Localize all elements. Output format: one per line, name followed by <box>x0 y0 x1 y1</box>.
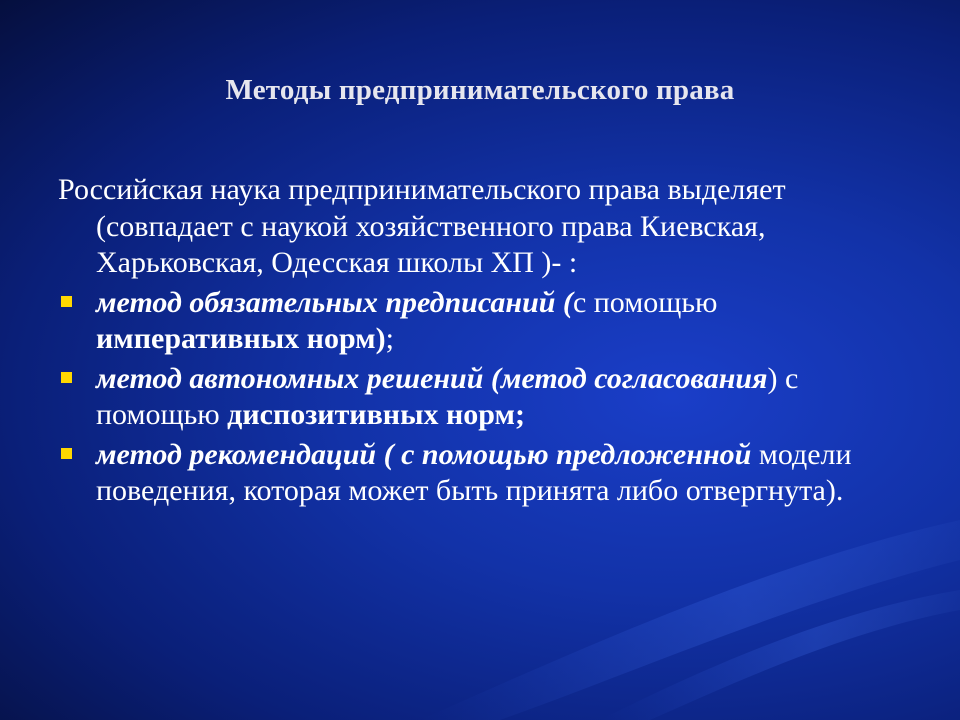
slide-body <box>58 172 918 510</box>
item-punct: ; <box>385 322 394 355</box>
bullet-icon <box>61 296 72 307</box>
item-punct: ; <box>514 398 525 431</box>
method-desc: с помощью <box>572 285 718 319</box>
list-item-text <box>96 437 918 510</box>
method-name: метод рекомендаций ( с помощью предложенной <box>96 437 752 471</box>
list-item-recommendation-method <box>58 437 918 510</box>
method-name: метод автономных решений (метод согласования <box>96 361 768 395</box>
norm-type: диспозитивных норм <box>227 398 515 431</box>
method-list <box>58 285 918 510</box>
method-desc: модели поведения, которая может быть принята либо отвергнута). <box>96 437 852 507</box>
bullet-icon <box>61 448 72 459</box>
method-desc: ) с помощью <box>96 361 799 431</box>
list-item-text <box>96 361 918 434</box>
slide-title: Методы предпринимательского права <box>225 74 735 106</box>
bullet-icon <box>61 372 72 383</box>
list-item-autonomous-method <box>58 361 918 434</box>
intro-paragraph: Российская наука предпринимательского права выделяет (совпадает с наукой хозяйственного права Киевская, Харьковская, Одесская школы ХП )- : <box>58 173 786 279</box>
list-item-text <box>96 285 918 358</box>
method-name: метод обязательных предписаний ( <box>96 285 573 319</box>
list-item-mandatory-method <box>58 285 918 358</box>
norm-type: императивных норм) <box>96 322 386 355</box>
